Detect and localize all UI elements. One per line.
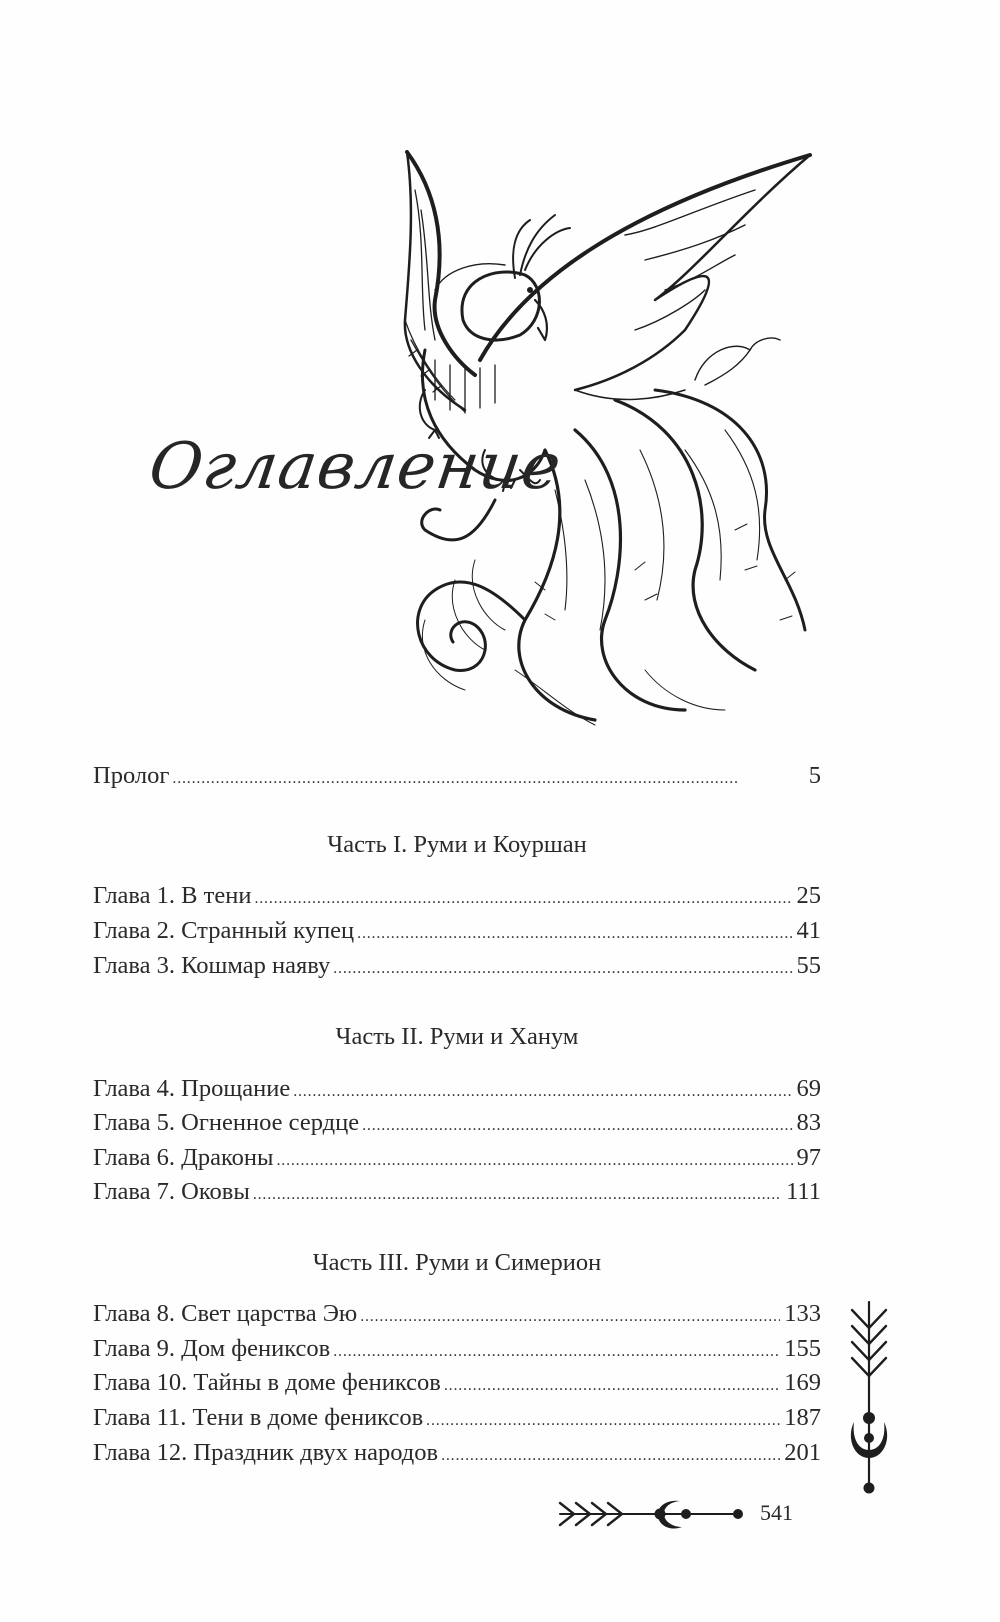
entry-page: 55 bbox=[796, 952, 821, 979]
toc-entry[interactable] bbox=[93, 950, 821, 982]
entry-page: 111 bbox=[786, 1178, 821, 1205]
entry-page: 69 bbox=[796, 1075, 821, 1102]
dot-leader bbox=[253, 1176, 782, 1211]
entry-label: Глава 6. Драконы bbox=[93, 1144, 274, 1171]
entry-page: 25 bbox=[796, 882, 821, 909]
entry-page: 5 bbox=[808, 762, 821, 789]
dot-leader bbox=[360, 1298, 780, 1333]
toc-entry[interactable] bbox=[93, 1437, 821, 1469]
entry-label: Глава 1. В тени bbox=[93, 882, 252, 909]
entry-page: 83 bbox=[796, 1109, 821, 1136]
dot-leader bbox=[254, 880, 792, 915]
dot-leader bbox=[293, 1073, 792, 1108]
entry-label: Глава 12. Праздник двух народов bbox=[93, 1439, 439, 1466]
dot-leader bbox=[362, 1107, 792, 1142]
toc-title: Оглавление bbox=[144, 430, 567, 504]
toc-entry[interactable] bbox=[93, 880, 821, 912]
toc-entry[interactable] bbox=[93, 1402, 821, 1434]
toc-entry[interactable] bbox=[93, 1142, 821, 1174]
entry-label: Глава 5. Огненное сердце bbox=[93, 1109, 360, 1136]
entry-label: Глава 2. Странный купец bbox=[93, 917, 355, 944]
toc-entry[interactable] bbox=[93, 1073, 821, 1105]
toc-entry[interactable] bbox=[93, 915, 821, 947]
entry-label: Глава 7. Оковы bbox=[93, 1178, 250, 1205]
entry-page: 169 bbox=[784, 1369, 821, 1396]
toc-entry[interactable] bbox=[93, 1176, 821, 1208]
dot-leader bbox=[357, 915, 792, 950]
page-number: 541 bbox=[760, 1500, 793, 1525]
toc-entry[interactable] bbox=[93, 1367, 821, 1399]
entry-page: 201 bbox=[784, 1439, 821, 1466]
footer-arrow-crescent-ornament-icon bbox=[556, 1497, 746, 1531]
dot-leader bbox=[172, 760, 804, 795]
entry-label: Глава 4. Прощание bbox=[93, 1075, 291, 1102]
dot-leader bbox=[333, 1333, 780, 1368]
entry-label: Глава 8. Свет царства Эю bbox=[93, 1300, 358, 1327]
toc-entry-prologue[interactable] bbox=[93, 760, 821, 792]
entry-page: 187 bbox=[784, 1404, 821, 1431]
entry-label: Глава 3. Кошмар наяву bbox=[93, 952, 331, 979]
toc-entry[interactable] bbox=[93, 1298, 821, 1330]
entry-label: Глава 11. Тени в доме фениксов bbox=[93, 1404, 424, 1431]
entry-page: 155 bbox=[784, 1335, 821, 1362]
dot-leader bbox=[441, 1437, 780, 1472]
entry-label: Глава 10. Тайны в доме фениксов bbox=[93, 1369, 441, 1396]
dot-leader bbox=[276, 1142, 792, 1177]
part-heading: Часть III. Руми и Симерион bbox=[312, 1249, 602, 1276]
entry-label: Глава 9. Дом фениксов bbox=[93, 1335, 331, 1362]
dot-leader bbox=[444, 1367, 780, 1402]
toc-entry[interactable] bbox=[93, 1333, 821, 1365]
toc-entry[interactable] bbox=[93, 1107, 821, 1139]
part-heading: Часть II. Руми и Ханум bbox=[335, 1023, 579, 1050]
entry-page: 41 bbox=[796, 917, 821, 944]
entry-page: 133 bbox=[784, 1300, 821, 1327]
dot-leader bbox=[426, 1402, 780, 1437]
entry-label: Пролог bbox=[93, 762, 170, 789]
dot-leader bbox=[333, 950, 792, 985]
arrow-crescent-ornament-icon bbox=[846, 1298, 892, 1498]
part-heading: Часть I. Руми и Коуршан bbox=[327, 831, 587, 858]
entry-page: 97 bbox=[796, 1144, 821, 1171]
